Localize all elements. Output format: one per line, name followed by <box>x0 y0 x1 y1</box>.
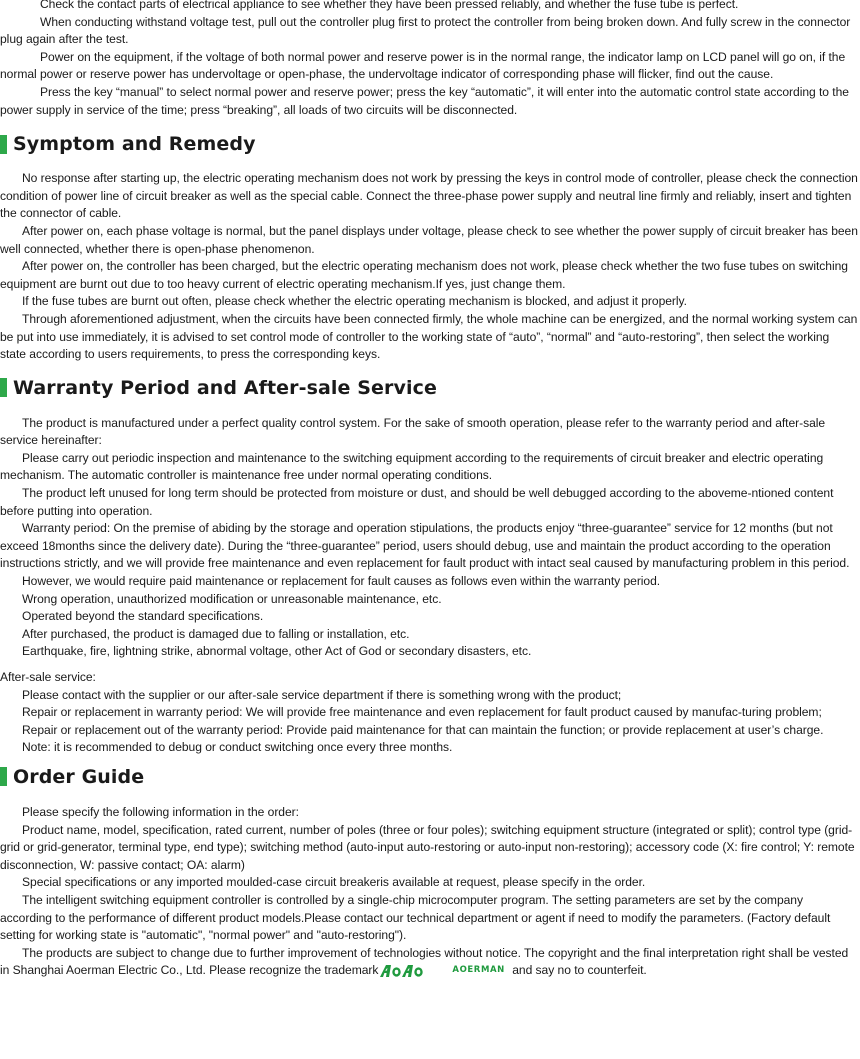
paragraph: Press the key “manual” to select normal power and reserve power; press the key “automatic”, it will enter into the automatic control state according to the power supply in service of the time; press “breaking”, all loads of two circuits will be disconnected. <box>0 84 849 117</box>
paragraph: Note: it is recommended to debug or conduct switching once every three months. <box>22 740 453 755</box>
heading-bar-icon <box>0 767 7 786</box>
trademark-name: AOERMAN <box>452 965 505 976</box>
section-title: Symptom and Remedy <box>13 133 256 156</box>
paragraph: The intelligent switching equipment controller is controlled by a single-chip microcomputer program. The setting parameters are set by the company according to the performance of different product models.Please contact our technical department or agent if need to modify the parameters. (Factory default setting for working state is "automatic", "normal power" and "auto-restoring"). <box>0 892 831 943</box>
final-text-end: and say no to counterfeit. <box>508 963 647 978</box>
paragraph: When conducting withstand voltage test, pull out the controller plug first to protect the controller from being broken down. And fully screw in the connector plug again after the test. <box>0 14 851 47</box>
paragraph: Please contact with the supplier or our after-sale service department if there is something wrong with the product; <box>22 687 622 702</box>
final-text: The products are subject to change due to further improvement of technologies without notice. The copyright and the final interpretation right shall be vested in Shanghai Aoerman Electric Co., Ltd. Please recognize the trademark <box>0 945 849 978</box>
paragraph: Special specifications or any imported moulded-case circuit breakeris available at request, please specify in the order. <box>22 875 646 890</box>
paragraph: The product is manufactured under a perfect quality control system. For the sake of smooth operation, please refer to the warranty period and after-sale service hereinafter: <box>0 415 826 448</box>
paragraph: Power on the equipment, if the voltage of both normal power and reserve power is in the normal range, the indicator lamp on LCD panel will go on, if the normal power or reserve power has undervoltage or open-phase, the undervoltage indicator of corresponding phase will flicker, find out the cause. <box>0 49 846 82</box>
list-item: After purchased, the product is damaged due to falling or installation, etc. <box>22 626 410 641</box>
paragraph: Repair or replacement in warranty period: We will provide free maintenance and even replacement for fault product caused by manufac-turing problem; <box>22 705 822 720</box>
section-heading-order <box>0 766 860 788</box>
section-heading-warranty <box>0 377 860 399</box>
heading-bar-icon <box>0 135 7 154</box>
after-sale-heading: After-sale service: <box>0 670 96 684</box>
trademark-logo <box>380 962 505 980</box>
intro-section <box>0 0 860 119</box>
paragraph: Check the contact parts of electrical appliance to see whether they have been pressed reliably, and whether the fuse tube is perfect. <box>40 0 739 11</box>
warranty-section <box>0 415 860 757</box>
list-item: Operated beyond the standard specifications. <box>22 609 264 624</box>
paragraph: Through aforementioned adjustment, when the circuits have been connected firmly, the whole machine can be energized, and the normal working system can be put into use immediately, it is advised to set control mode of controller to the working state of “auto”, “normal” and “auto-restoring”, then select the working state according to users requirements, to press the corresponding keys. <box>0 311 858 362</box>
section-title: Order Guide <box>13 765 145 788</box>
paragraph: Please carry out periodic inspection and maintenance to the switching equipment according to the requirements of circuit breaker and electric operating mechanism. The automatic controller is maintenance free under normal operating conditions. <box>0 450 824 483</box>
paragraph: Repair or replacement out of the warranty period: Provide paid maintenance for that can maintain the function; or provide replacement at user’s charge. <box>22 722 824 737</box>
paragraph: After power on, the controller has been charged, but the electric operating mechanism does not work, please check whether the two fuse tubes on switching equipment are burnt out due to too heavy current of electric operating mechanism.If yes, just change them. <box>0 259 848 291</box>
section-title: Warranty Period and After-sale Service <box>13 376 437 399</box>
paragraph: However, we would require paid maintenance or replacement for fault causes as follows even within the warranty period. <box>22 574 661 589</box>
paragraph: The product left unused for long term should be protected from moisture or dust, and should be well debugged according to the aboveme-ntioned content before putting into operation. <box>0 486 834 518</box>
list-item: Wrong operation, unauthorized modification or unreasonable maintenance, etc. <box>22 591 442 606</box>
aoerman-logo-icon <box>380 965 426 977</box>
heading-bar-icon <box>0 378 7 397</box>
order-section <box>0 804 860 980</box>
paragraph: If the fuse tubes are burnt out often, please check whether the electric operating mechanism is blocked, and adjust it properly. <box>22 294 687 309</box>
list-item: Earthquake, fire, lightning strike, abnormal voltage, other Act of God or secondary disasters, etc. <box>22 644 532 659</box>
paragraph: No response after starting up, the electric operating mechanism does not work by pressing the keys in control mode of controller, please check the connection condition of power line of circuit breaker as well as the special cable. Connect the three-phase power supply and neutral line firmly and reliably, insert and tighten the connector of cable. <box>0 171 858 221</box>
paragraph: After power on, each phase voltage is normal, but the panel displays under voltage, please check to see whether the power supply of circuit breaker has been well connected, whether there is open-phase phenomenon. <box>0 223 858 256</box>
symptom-section <box>0 170 860 364</box>
section-heading-symptom <box>0 133 860 155</box>
paragraph: Warranty period: On the premise of abiding by the storage and operation stipulations, the products enjoy “three-guarantee” service for 12 months (but not exceed 18months since the delivery date). During the “three-guarantee” period, users should debug, use and maintain the product according to the operation instructions strictly, and we will provide free maintenance and even replacement for fault product with intact seal caused by manufacturing problem in this period. <box>0 521 850 571</box>
paragraph: Please specify the following information in the order: <box>22 804 299 819</box>
final-paragraph <box>0 945 860 980</box>
paragraph: Product name, model, specification, rated current, number of poles (three or four poles); switching equipment structure (integrated or split); control type (grid-grid or grid-generator, terminal type, end type); switching method (auto-input auto-restoring or auto-input non-restoring); accessory code (X: fire control; Y: remote disconnection, W: passive contact; OA: alarm) <box>0 822 855 872</box>
